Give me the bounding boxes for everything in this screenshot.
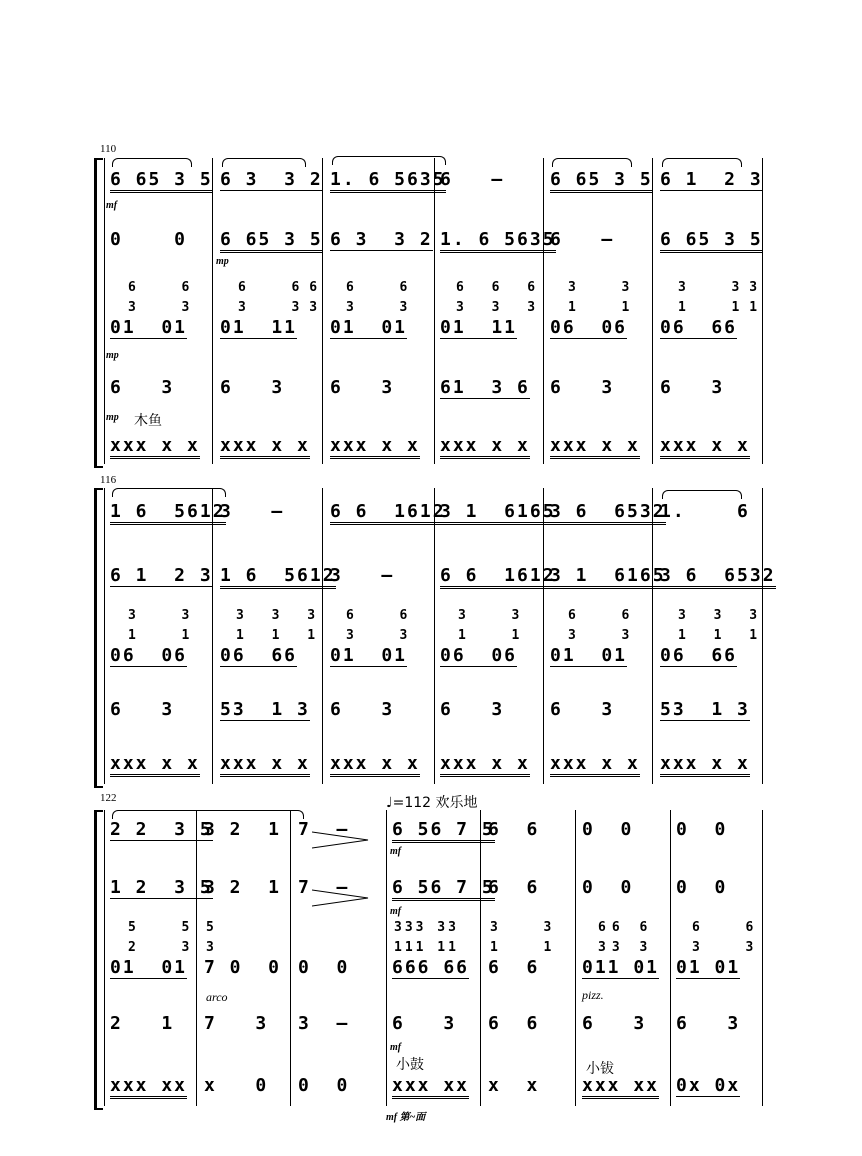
chord-top: 3 3	[458, 608, 530, 623]
phrase-slur	[332, 156, 446, 165]
chord-top: 5	[206, 920, 224, 935]
percussion-notes: x 0	[204, 1075, 269, 1096]
notes: 6 65 3 5	[550, 170, 653, 193]
percussion-notes: xxx x x	[440, 754, 530, 777]
tempo-marking	[386, 792, 478, 812]
chord-top: 3 3	[128, 608, 200, 623]
barline	[652, 488, 653, 784]
barline	[480, 810, 481, 1106]
arco-label: arco	[206, 990, 228, 1004]
barline	[575, 810, 576, 1106]
notes: 6 6 1612	[440, 566, 556, 589]
notes: 6 56 7 5	[392, 878, 495, 901]
phrase-slur	[112, 488, 226, 497]
notes: 7 –	[298, 819, 350, 840]
notes: 1 2 3 5	[110, 877, 213, 898]
phrase-slur	[662, 490, 742, 499]
system-brace	[94, 488, 103, 788]
notes: 6 –	[550, 229, 615, 250]
chord-mid: 3 3	[128, 300, 200, 315]
chord-mid: 1 1	[568, 300, 640, 315]
notes: 666 66	[392, 957, 470, 978]
barline	[104, 488, 105, 784]
notes: 0 0	[110, 229, 188, 250]
notes: 1. 6 5635	[330, 170, 446, 193]
chord-top: 6 6	[346, 608, 418, 623]
notes: 0 0	[676, 819, 728, 840]
phrase-slur	[112, 158, 192, 167]
notes: 6 3	[220, 377, 285, 398]
percussion-notes: x x	[488, 1075, 540, 1096]
barline	[652, 158, 653, 464]
notes: 06 06	[440, 645, 518, 666]
chord-mid: 1 11	[678, 300, 768, 315]
notes: 6 3	[550, 377, 615, 398]
chord-mid: 111 11	[394, 940, 459, 955]
notes: 06 66	[660, 645, 738, 666]
notes: 3 1 6165	[440, 502, 556, 525]
dynamic-mark: mp	[106, 350, 119, 361]
percussion-notes: xxx x x	[550, 754, 640, 777]
bottom-mark: mf 第~面	[386, 1112, 426, 1123]
percussion-notes: 0x 0x	[676, 1075, 741, 1096]
chord-mid: 3	[206, 940, 224, 955]
measure-number: 110	[100, 143, 117, 155]
notes: 6 1 2 3	[110, 565, 213, 586]
notes: 6 3	[110, 699, 175, 720]
system-2	[0, 472, 862, 792]
measure-number: 122	[100, 792, 117, 804]
chord-mid: 1 1	[458, 628, 530, 643]
chord-top: 6 6	[568, 608, 640, 623]
notes: 0 0	[582, 877, 634, 898]
instrument-label: 木鱼	[134, 413, 162, 429]
percussion-notes: xxx x x	[660, 754, 750, 777]
notes: 2 2 3 5	[110, 819, 213, 840]
chord-top: 6 66	[238, 280, 328, 295]
notes: 01 01	[676, 957, 741, 978]
percussion-notes: xxx x x	[660, 436, 750, 459]
barline	[290, 810, 291, 1106]
chord-mid: 1 1 1	[236, 628, 326, 643]
phrase-slur	[552, 158, 632, 167]
notes: 6 3	[660, 377, 725, 398]
notes: 6 3	[110, 377, 175, 398]
chord-top: 3 3	[490, 920, 562, 935]
notes: 6 6	[488, 877, 540, 898]
notes: 3 2 1	[204, 819, 282, 840]
chord-top: 3 33	[678, 280, 768, 295]
chord-top: 333 33	[394, 920, 459, 935]
notes: 6 3	[440, 699, 505, 720]
chord-top: 3 3	[568, 280, 640, 295]
barline	[386, 810, 387, 1106]
notes: 6 3	[550, 699, 615, 720]
notes: 6 6	[488, 957, 540, 978]
notes: 6 3	[676, 1013, 741, 1034]
percussion-notes: xxx x x	[330, 754, 420, 777]
notes: 7 –	[298, 877, 350, 898]
barline	[434, 158, 435, 464]
chord-mid: 3 3	[692, 940, 764, 955]
chord-top: 3 3 3	[236, 608, 326, 623]
dynamic-mark: mf	[106, 200, 118, 211]
notes: 06 66	[660, 317, 738, 338]
notes: 3 6 6532	[550, 502, 666, 525]
notes: 53 1 3	[660, 699, 750, 720]
notes: 01 01	[330, 645, 408, 666]
dynamic-mark: mf	[390, 846, 402, 857]
barline	[434, 488, 435, 784]
chord-mid: 1 1	[128, 628, 200, 643]
notes: 3 2 1	[204, 877, 282, 898]
notes: 01 01	[550, 645, 628, 666]
notes: 011 01	[582, 957, 660, 978]
chord-mid: 1 1 1	[678, 628, 768, 643]
notes: 6 6	[488, 1013, 540, 1034]
notes: 6 –	[440, 169, 505, 190]
phrase-slur	[662, 158, 742, 167]
notes: 6 65 3 5	[110, 170, 213, 193]
barline	[670, 810, 671, 1106]
notes: 06 66	[220, 645, 298, 666]
notes: 6 65 3 5	[660, 230, 763, 253]
percussion-notes: xxx xx	[392, 1076, 469, 1099]
percussion-notes: 0 0	[298, 1075, 350, 1096]
notes: 6 6 1612	[330, 502, 446, 525]
percussion-notes: xxx x x	[220, 754, 310, 777]
percussion-notes: xxx xx	[582, 1076, 659, 1099]
system-brace	[94, 158, 103, 468]
cymbal-label: 小钹	[586, 1061, 614, 1077]
chord-mid: 3 3	[346, 300, 418, 315]
chord-mid: 3 33	[238, 300, 328, 315]
notes: 01 01	[330, 317, 408, 338]
chord-top: 6 6	[346, 280, 418, 295]
notes: 6 3	[582, 1013, 647, 1034]
measure-number: 116	[100, 474, 117, 486]
chord-mid: 3 3 3	[456, 300, 546, 315]
notes: 6 3 3 2	[220, 169, 323, 190]
quarter-note-icon: ♩	[386, 795, 393, 811]
barline	[196, 810, 197, 1106]
percussion-notes: xxx xx	[110, 1076, 187, 1099]
percussion-notes: xxx x x	[220, 436, 310, 459]
notes: 01 11	[440, 317, 518, 338]
notes: 6 65 3 5	[220, 230, 323, 253]
dynamic-mark: mp	[106, 412, 119, 423]
notes: 53 1 3	[220, 699, 310, 720]
chord-top: 6 6 6	[456, 280, 546, 295]
notes: 3 –	[330, 565, 395, 586]
notes: 0 0	[298, 957, 350, 978]
notes: 06 06	[110, 645, 188, 666]
barline	[543, 488, 544, 784]
barline	[212, 158, 213, 464]
notes: 6 6	[488, 819, 540, 840]
chord-mid: 1 1	[490, 940, 562, 955]
chord-mid: 3 3	[568, 628, 640, 643]
notes: 6 3	[330, 377, 395, 398]
notes: 0 0	[582, 819, 634, 840]
notes: 6 3	[392, 1013, 457, 1034]
chord-mid: 2 3	[128, 940, 200, 955]
chord-top: 66 6	[598, 920, 654, 935]
notes: 3 –	[298, 1013, 350, 1034]
notes: 1. 6 5635	[440, 230, 556, 253]
percussion-notes: xxx x x	[440, 436, 530, 459]
notes: 2 1	[110, 1013, 175, 1034]
chord-top: 5 5	[128, 920, 200, 935]
chord-top: 6 6	[128, 280, 200, 295]
system-1	[0, 140, 862, 470]
percussion-notes: xxx x x	[110, 754, 200, 777]
percussion-notes: xxx x x	[550, 436, 640, 459]
notes: 01 01	[110, 317, 188, 338]
notes: 61 3 6	[440, 377, 530, 398]
notes: 3 6 6532	[660, 566, 776, 589]
notes: 7 3	[204, 1013, 269, 1034]
notes: 7 0 0	[204, 957, 282, 978]
chord-mid: 3 3	[346, 628, 418, 643]
dynamic-mark: mp	[216, 256, 229, 267]
notes: 1 6 5612	[220, 566, 336, 589]
notes: 1. 6	[660, 501, 750, 522]
notes: 06 06	[550, 317, 628, 338]
percussion-notes: xxx x x	[110, 436, 200, 459]
pizz-label: pizz.	[582, 988, 604, 1002]
notes: 01 11	[220, 317, 298, 338]
barline	[104, 158, 105, 464]
notes: 01 01	[110, 957, 188, 978]
percussion-notes: xxx x x	[330, 436, 420, 459]
barline	[762, 810, 763, 1106]
notes: 1 6 5612	[110, 502, 226, 525]
notes: 6 3	[330, 699, 395, 720]
notes: 6 56 7 5	[392, 820, 495, 843]
barline	[104, 810, 105, 1106]
snare-label: 小鼓	[396, 1057, 424, 1073]
notes: 3 1 6165	[550, 566, 666, 589]
dynamic-mark: mf	[390, 906, 402, 917]
notes: 3 –	[220, 501, 285, 522]
chord-top: 3 3 3	[678, 608, 768, 623]
notes: 0 0	[676, 877, 728, 898]
system-brace	[94, 810, 103, 1110]
barline	[212, 488, 213, 784]
system-3	[0, 788, 862, 1156]
tempo-text: =112 欢乐地	[392, 795, 478, 811]
notes: 6 1 2 3	[660, 169, 763, 190]
notes: 6 3 3 2	[330, 229, 433, 250]
dynamic-mark: mf	[390, 1042, 402, 1053]
chord-mid: 33 3	[598, 940, 654, 955]
phrase-slur	[222, 158, 306, 167]
phrase-slur	[112, 810, 304, 819]
chord-top: 6 6	[692, 920, 764, 935]
